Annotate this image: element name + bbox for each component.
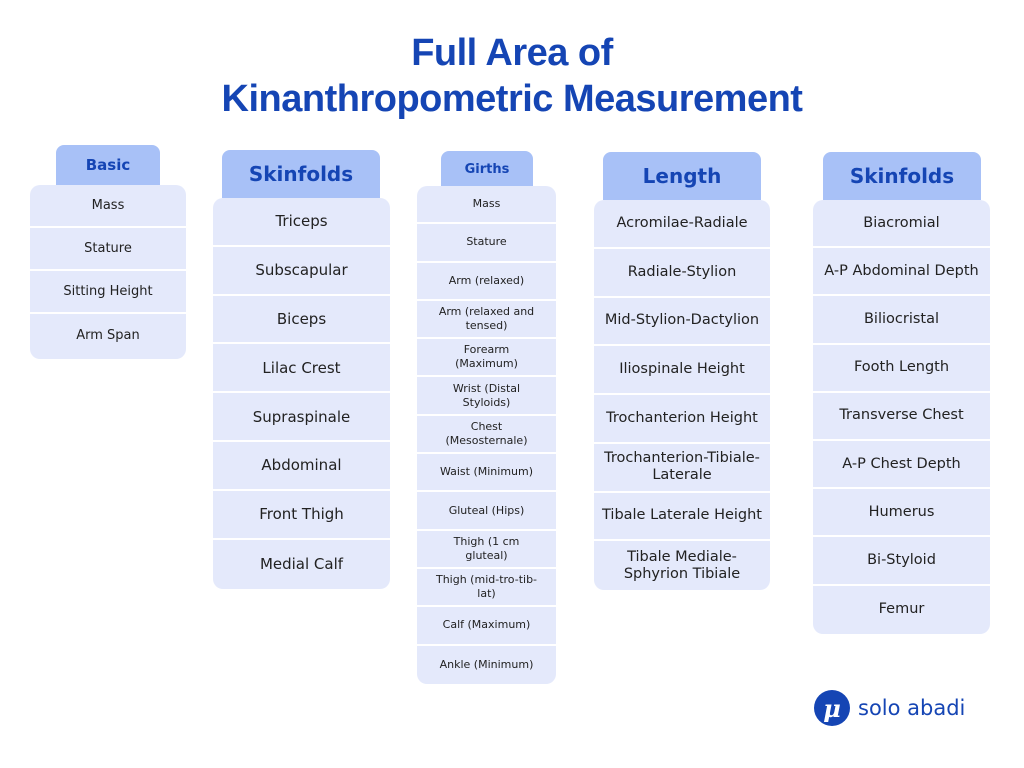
list-item: Chest (Mesosternale) xyxy=(417,416,556,454)
list-item: Trochanterion Height xyxy=(594,395,770,444)
list-item: Bi-Styloid xyxy=(813,537,990,585)
list-item: Femur xyxy=(878,601,925,618)
list-item: Arm Span xyxy=(76,328,140,343)
girths-list xyxy=(417,186,556,684)
list-item: Biacromial xyxy=(813,200,990,248)
length-list xyxy=(594,200,770,590)
list-item: Mass xyxy=(30,185,186,228)
skinfolds-breadths-list xyxy=(813,200,990,634)
list-item: A-P Abdominal Depth xyxy=(813,248,990,296)
skinfolds-header: Skinfolds xyxy=(222,150,380,198)
skinfolds-list xyxy=(213,198,390,589)
list-item: Medial Calf xyxy=(259,554,344,573)
list-item: Trochanterion-Tibiale-Laterale xyxy=(594,444,770,493)
list-item: Transverse Chest xyxy=(813,393,990,441)
list-item: Ankle (Minimum) xyxy=(439,657,534,671)
brand-name: solo abadi xyxy=(858,696,966,720)
list-item: Thigh (1 cm gluteal) xyxy=(417,531,556,569)
list-item: Lilac Crest xyxy=(213,344,390,393)
list-item: Humerus xyxy=(813,489,990,537)
mu-logo-icon: μ xyxy=(814,690,850,726)
page-title xyxy=(0,30,1024,122)
list-item: Stature xyxy=(417,224,556,262)
list-item: Tibale Laterale Height xyxy=(594,493,770,542)
list-item: Biliocristal xyxy=(813,296,990,344)
list-item: Footh Length xyxy=(813,345,990,393)
list-item: Thigh (mid-tro-tib-lat) xyxy=(417,569,556,607)
list-item: Acromilae-Radiale xyxy=(594,200,770,249)
list-item: Abdominal xyxy=(213,442,390,491)
basic-header: Basic xyxy=(56,145,160,185)
list-item: Mass xyxy=(417,186,556,224)
title-line-1: Full Area of xyxy=(411,32,613,74)
list-item: Wrist (Distal Styloids) xyxy=(417,377,556,415)
list-item: Calf (Maximum) xyxy=(417,607,556,645)
title-line-2: Kinanthropometric Measurement xyxy=(221,78,803,120)
list-item: A-P Chest Depth xyxy=(813,441,990,489)
list-item: Tibale Mediale-Sphyrion Tibiale xyxy=(623,548,741,582)
length-header: Length xyxy=(603,152,761,200)
list-item: Sitting Height xyxy=(30,271,186,314)
list-item: Iliospinale Height xyxy=(594,346,770,395)
list-item: Triceps xyxy=(213,198,390,247)
list-item: Stature xyxy=(30,228,186,271)
list-item: Biceps xyxy=(213,296,390,345)
list-item: Subscapular xyxy=(213,247,390,296)
list-item: Waist (Minimum) xyxy=(417,454,556,492)
list-item: Radiale-Stylion xyxy=(594,249,770,298)
girths-header: Girths xyxy=(441,151,533,187)
list-item: Arm (relaxed and tensed) xyxy=(417,301,556,339)
list-item: Forearm (Maximum) xyxy=(417,339,556,377)
basic-list xyxy=(30,185,186,359)
list-item: Arm (relaxed) xyxy=(417,263,556,301)
brand xyxy=(814,690,965,726)
list-item: Supraspinale xyxy=(213,393,390,442)
list-item: Mid-Stylion-Dactylion xyxy=(594,298,770,347)
list-item: Front Thigh xyxy=(213,491,390,540)
skinfolds-breadths-header: Skinfolds xyxy=(823,152,981,200)
list-item: Gluteal (Hips) xyxy=(417,492,556,530)
